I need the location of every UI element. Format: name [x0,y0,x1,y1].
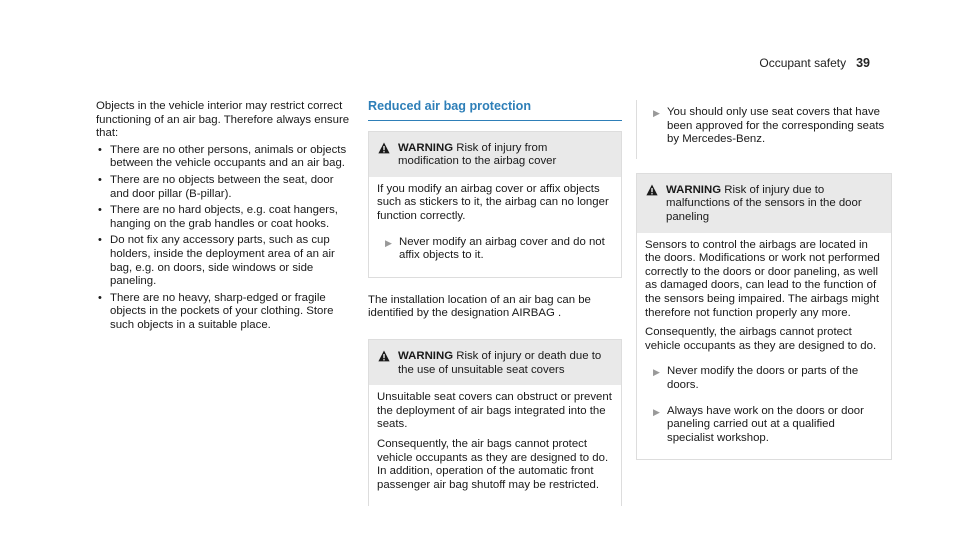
warning-text: Consequently, the air bags cannot protect vehicle occupants as they are designed to do. In addition, operation of the automatic front passenger air bag shutoff may be restricted. [377,437,609,491]
warning-text: Unsuitable seat covers can obstruct or prevent the deployment of air bags integrated into the seats. [377,391,612,431]
warning-title: Risk of injury or death due to the use of unsuitable seat covers [398,349,602,376]
warning-text: If you modify an airbag cover or affix objects such as stickers to it, the airbag can no longer function correctly. [377,182,609,222]
action-step [377,236,613,263]
arrow-right-icon: ▶ [653,367,660,378]
warning-title: Risk of injury from modification to the airbag cover [398,141,557,168]
bullet-list [96,144,354,333]
warning-triangle-icon [378,350,390,362]
continued-warning [636,100,892,159]
warning-text: Consequently, the airbags cannot protect vehicle occupants as they are designed to do. [645,326,877,352]
action-step [645,365,883,392]
arrow-right-icon: ▶ [653,108,660,118]
action-step [645,405,883,446]
warning-header [369,132,621,177]
list-item: • There are no objects between the seat, door and door pillar (B-pillar). [96,174,354,201]
step-text: Always have work on the doors or door paneling carried out at a qualified specialist workshop. [667,404,864,444]
warning-label: WARNING [666,183,722,196]
action-step [645,106,892,147]
warning-box [368,131,622,278]
arrow-right-icon: ▶ [385,237,392,248]
step-text: Never modify the doors or parts of the doors. [667,365,859,391]
body-paragraph: The installation location of an air bag can be identified by the designation AIRBAG . [368,293,591,320]
list-item: • There are no heavy, sharp-edged or fragile objects in the pockets of your clothing. Store such objects in a suitable place. [96,292,354,333]
step-text: You should only use seat covers that have been approved for the corresponding seats by Mercedes-Benz. [667,106,885,146]
warning-body [369,177,621,277]
step-text: Never modify an airbag cover and do not affix objects to it. [399,235,605,262]
warning-title: Risk of injury due to malfunctions of the sensors in the door paneling [666,183,862,223]
intro-text: Objects in the vehicle interior may restrict correct functioning of an air bag. Therefore always ensure that: [96,100,350,140]
column-middle [368,100,622,518]
column-left [96,100,354,336]
warning-label: WARNING [398,141,454,154]
warning-header [637,174,891,233]
warning-triangle-icon [378,142,390,154]
list-item: • There are no other persons, animals or objects between the vehicle occupants and an air bag. [96,144,354,171]
warning-body [369,385,621,506]
warning-text: Sensors to control the airbags are located in the doors. Modifications or work not performed correctly to the doors or door paneling, as well as damaged doors, can lead to the function of the sensors being impaired. The airbags might therefore not function properly any more. [645,238,880,319]
list-item: • There are no hard objects, e.g. coat hangers, hanging on the grab handles or coat hooks. [96,204,354,231]
warning-body [637,233,891,460]
page-number: 39 [856,56,870,70]
warning-label: WARNING [398,349,454,362]
warning-header [369,340,621,385]
page-header [759,56,870,70]
section-title: Occupant safety [759,56,847,70]
warning-triangle-icon [646,184,658,196]
warning-box [368,339,622,506]
warning-box [636,173,892,461]
arrow-right-icon: ▶ [653,406,660,417]
column-right [636,100,892,472]
list-item: • Do not fix any accessory parts, such as cup holders, inside the deployment area of an air bag, e.g. on doors, side windows or side paneling. [96,234,354,288]
section-heading: Reduced air bag protection [368,100,622,121]
